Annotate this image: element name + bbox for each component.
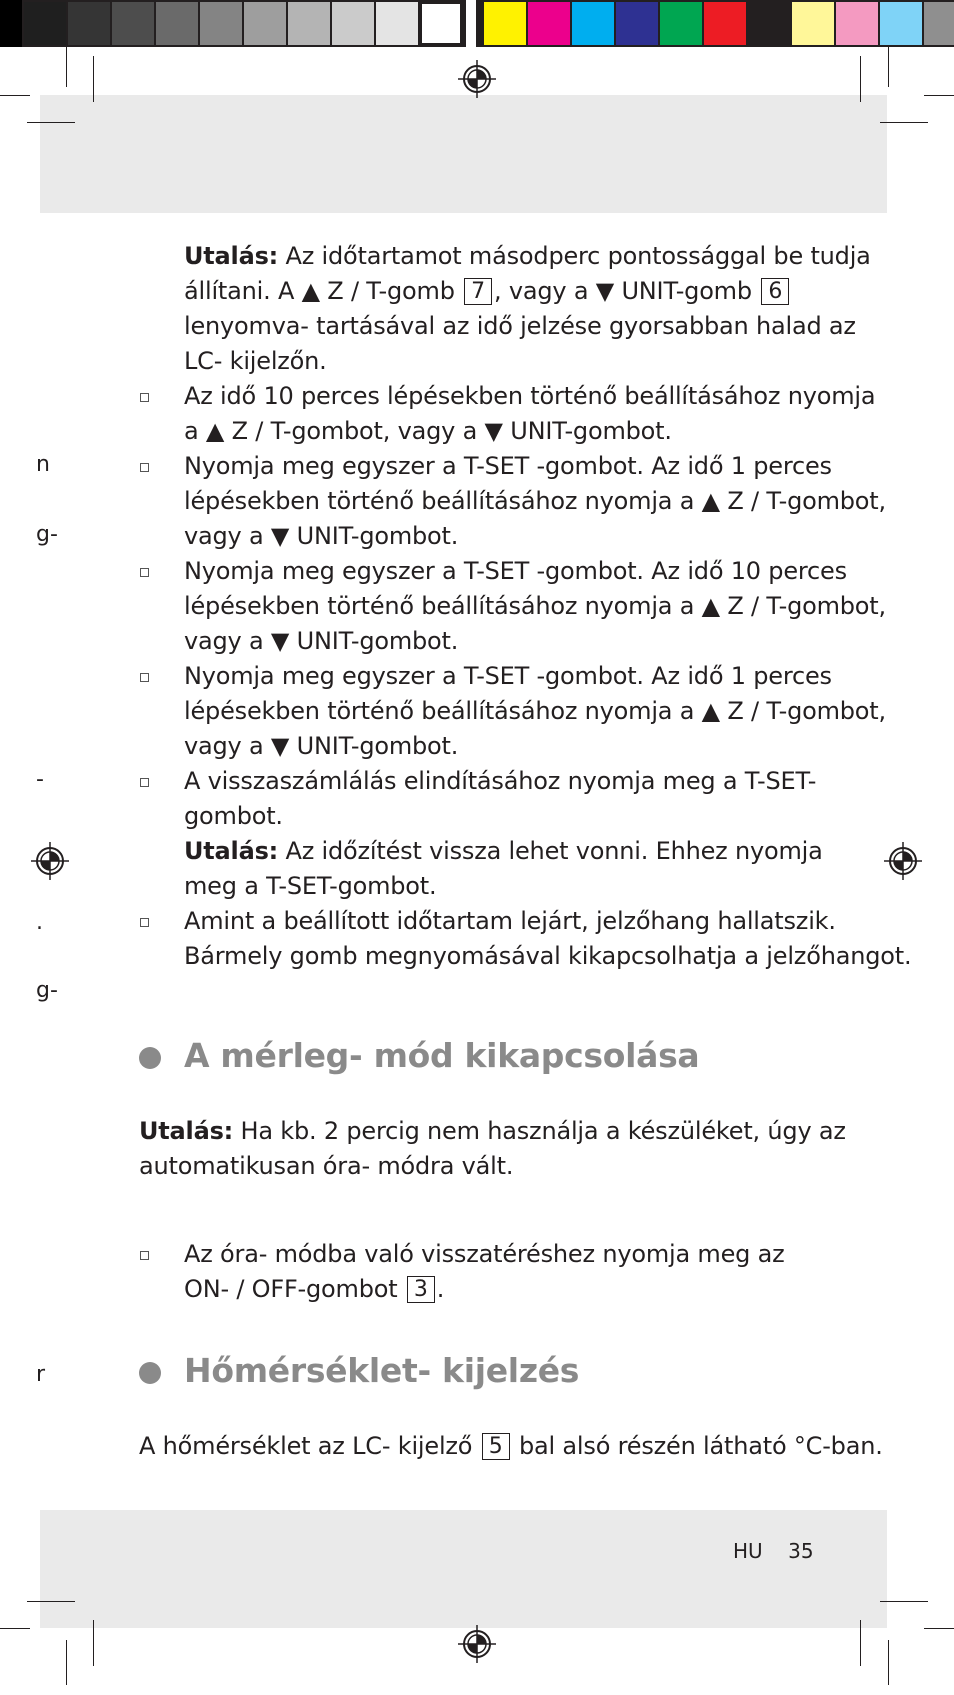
process-swatch (616, 2, 658, 45)
crop-mark (27, 122, 75, 123)
crop-mark (888, 1640, 889, 1685)
checkbox-bullet (140, 393, 149, 402)
section-heading: A mérleg- mód kikapcsolása (184, 1036, 700, 1075)
crop-mark (93, 56, 94, 102)
edge-fragment: - (36, 767, 44, 792)
gray-swatch (288, 2, 330, 45)
process-swatch (748, 2, 790, 45)
process-swatch (572, 2, 614, 45)
list-item-line: Nyomja meg egyszer a T-SET -gombot. Az idő 1 perces (184, 662, 832, 690)
gray-swatch (200, 2, 242, 45)
crop-mark (0, 1628, 30, 1629)
gray-swatch (244, 2, 286, 45)
crop-mark (860, 56, 861, 102)
reference-number: 6 (761, 278, 789, 305)
crop-mark (924, 95, 954, 96)
list-item-line: vagy a ▼ UNIT-gombot. (184, 627, 459, 655)
crop-mark (880, 122, 928, 123)
note-line: meg a T-SET-gombot. (184, 872, 437, 900)
list-item-line: Nyomja meg egyszer a T-SET -gombot. Az idő 1 perces (184, 452, 832, 480)
note-text: Az időtartamot másodperc pontossággal be tudja (285, 242, 871, 270)
process-swatch (836, 2, 878, 45)
gray-swatch (420, 2, 462, 45)
gray-swatch (156, 2, 198, 45)
crop-mark (880, 1601, 928, 1602)
gray-swatch (376, 2, 418, 45)
list-item-line: gombot. (184, 802, 283, 830)
gray-swatch (0, 0, 22, 47)
checkbox-bullet (140, 673, 149, 682)
registration-mark-icon (458, 60, 496, 98)
process-swatch (660, 2, 702, 45)
registration-mark-icon (31, 842, 69, 880)
page-footer (733, 1539, 814, 1563)
reference-number: 5 (482, 1433, 510, 1460)
process-swatch (484, 2, 526, 45)
crop-mark (27, 1601, 75, 1602)
edge-fragment: n (36, 452, 50, 477)
list-item-line: vagy a ▼ UNIT-gombot. (184, 732, 459, 760)
crop-mark (888, 47, 889, 87)
list-item-line: a ▲ Z / T-gombot, vagy a ▼ UNIT-gombot. (184, 417, 672, 445)
checkbox-bullet (140, 778, 149, 787)
body-text-part: A hőmérséklet az LC- kijelző (139, 1432, 473, 1460)
gray-swatch (68, 2, 110, 45)
language-code: HU (733, 1539, 763, 1563)
note-line: LC- kijelzőn. (184, 347, 327, 375)
checkbox-bullet (140, 463, 149, 472)
note-line: automatikusan óra- módra vált. (139, 1152, 514, 1180)
crop-mark (66, 1640, 67, 1685)
header-band (40, 95, 887, 213)
gray-swatch (332, 2, 374, 45)
crop-mark (66, 47, 67, 87)
process-swatch (704, 2, 746, 45)
note-text: , vagy a ▼ UNIT-gomb (493, 277, 752, 305)
gray-swatch (24, 2, 66, 45)
reference-number: 7 (464, 278, 492, 305)
list-item-line: lépésekben történő beállításához nyomja a ▲ Z / T-gombot, (184, 697, 886, 725)
edge-fragment: g- (36, 522, 58, 547)
note-text: Ha kb. 2 percig nem használja a készüléket, úgy az (240, 1117, 846, 1145)
section-heading: Hőmérséklet- kijelzés (184, 1351, 580, 1390)
process-swatch (924, 2, 954, 45)
section-bullet-icon (139, 1047, 161, 1069)
note-line: lenyomva- tartásával az idő jelzése gyorsabban halad az (184, 312, 856, 340)
list-item-line: lépésekben történő beállításához nyomja a ▲ Z / T-gombot, (184, 592, 886, 620)
list-item-text: . (436, 1275, 445, 1303)
reference-number: 3 (407, 1276, 435, 1303)
crop-mark (860, 1620, 861, 1666)
note-line (184, 239, 871, 274)
crop-mark (93, 1620, 94, 1666)
registration-mark-icon (884, 842, 922, 880)
note-line (184, 834, 823, 869)
note-label: Utalás: (184, 837, 279, 865)
note-label: Utalás: (139, 1117, 234, 1145)
registration-mark-icon (458, 1625, 496, 1663)
note-line (184, 274, 791, 309)
edge-fragment: g- (36, 978, 58, 1003)
checkbox-bullet (140, 918, 149, 927)
process-swatch (792, 2, 834, 45)
note-label: Utalás: (184, 242, 279, 270)
note-line (139, 1114, 846, 1149)
list-item-line: Bármely gomb megnyomásával kikapcsolhatja a jelzőhangot. (184, 942, 912, 970)
body-text-part: bal alsó részén látható °C-ban. (518, 1432, 883, 1460)
list-item-line: Az idő 10 perces lépésekben történő beállításához nyomja (184, 382, 876, 410)
checkbox-bullet (140, 1251, 149, 1260)
swatch-gap (466, 0, 476, 47)
list-item-text: ON- / OFF-gombot (184, 1275, 398, 1303)
process-swatch (880, 2, 922, 45)
note-text: állítani. A ▲ Z / T-gomb (184, 277, 455, 305)
page-number: 35 (788, 1539, 814, 1563)
list-item-line: vagy a ▼ UNIT-gombot. (184, 522, 459, 550)
process-swatch (528, 2, 570, 45)
checkbox-bullet (140, 568, 149, 577)
list-item-line: Nyomja meg egyszer a T-SET -gombot. Az idő 10 perces (184, 557, 847, 585)
list-item-line: Az óra- módba való visszatéréshez nyomja meg az (184, 1240, 785, 1268)
gray-swatch (112, 2, 154, 45)
body-text (139, 1429, 883, 1464)
list-item-line: A visszaszámlálás elindításához nyomja meg a T-SET- (184, 767, 817, 795)
edge-fragment: . (36, 910, 43, 935)
list-item-line: lépésekben történő beállításához nyomja a ▲ Z / T-gombot, (184, 487, 886, 515)
crop-mark (924, 1628, 954, 1629)
crop-mark (0, 95, 30, 96)
edge-fragment: r (36, 1362, 46, 1387)
note-text: Az időzítést vissza lehet vonni. Ehhez nyomja (285, 837, 823, 865)
section-bullet-icon (139, 1362, 161, 1384)
color-calibration-bar (0, 0, 954, 47)
list-item-line: Amint a beállított időtartam lejárt, jelzőhang hallatszik. (184, 907, 836, 935)
list-item-line (184, 1272, 444, 1307)
footer-band (40, 1510, 887, 1628)
